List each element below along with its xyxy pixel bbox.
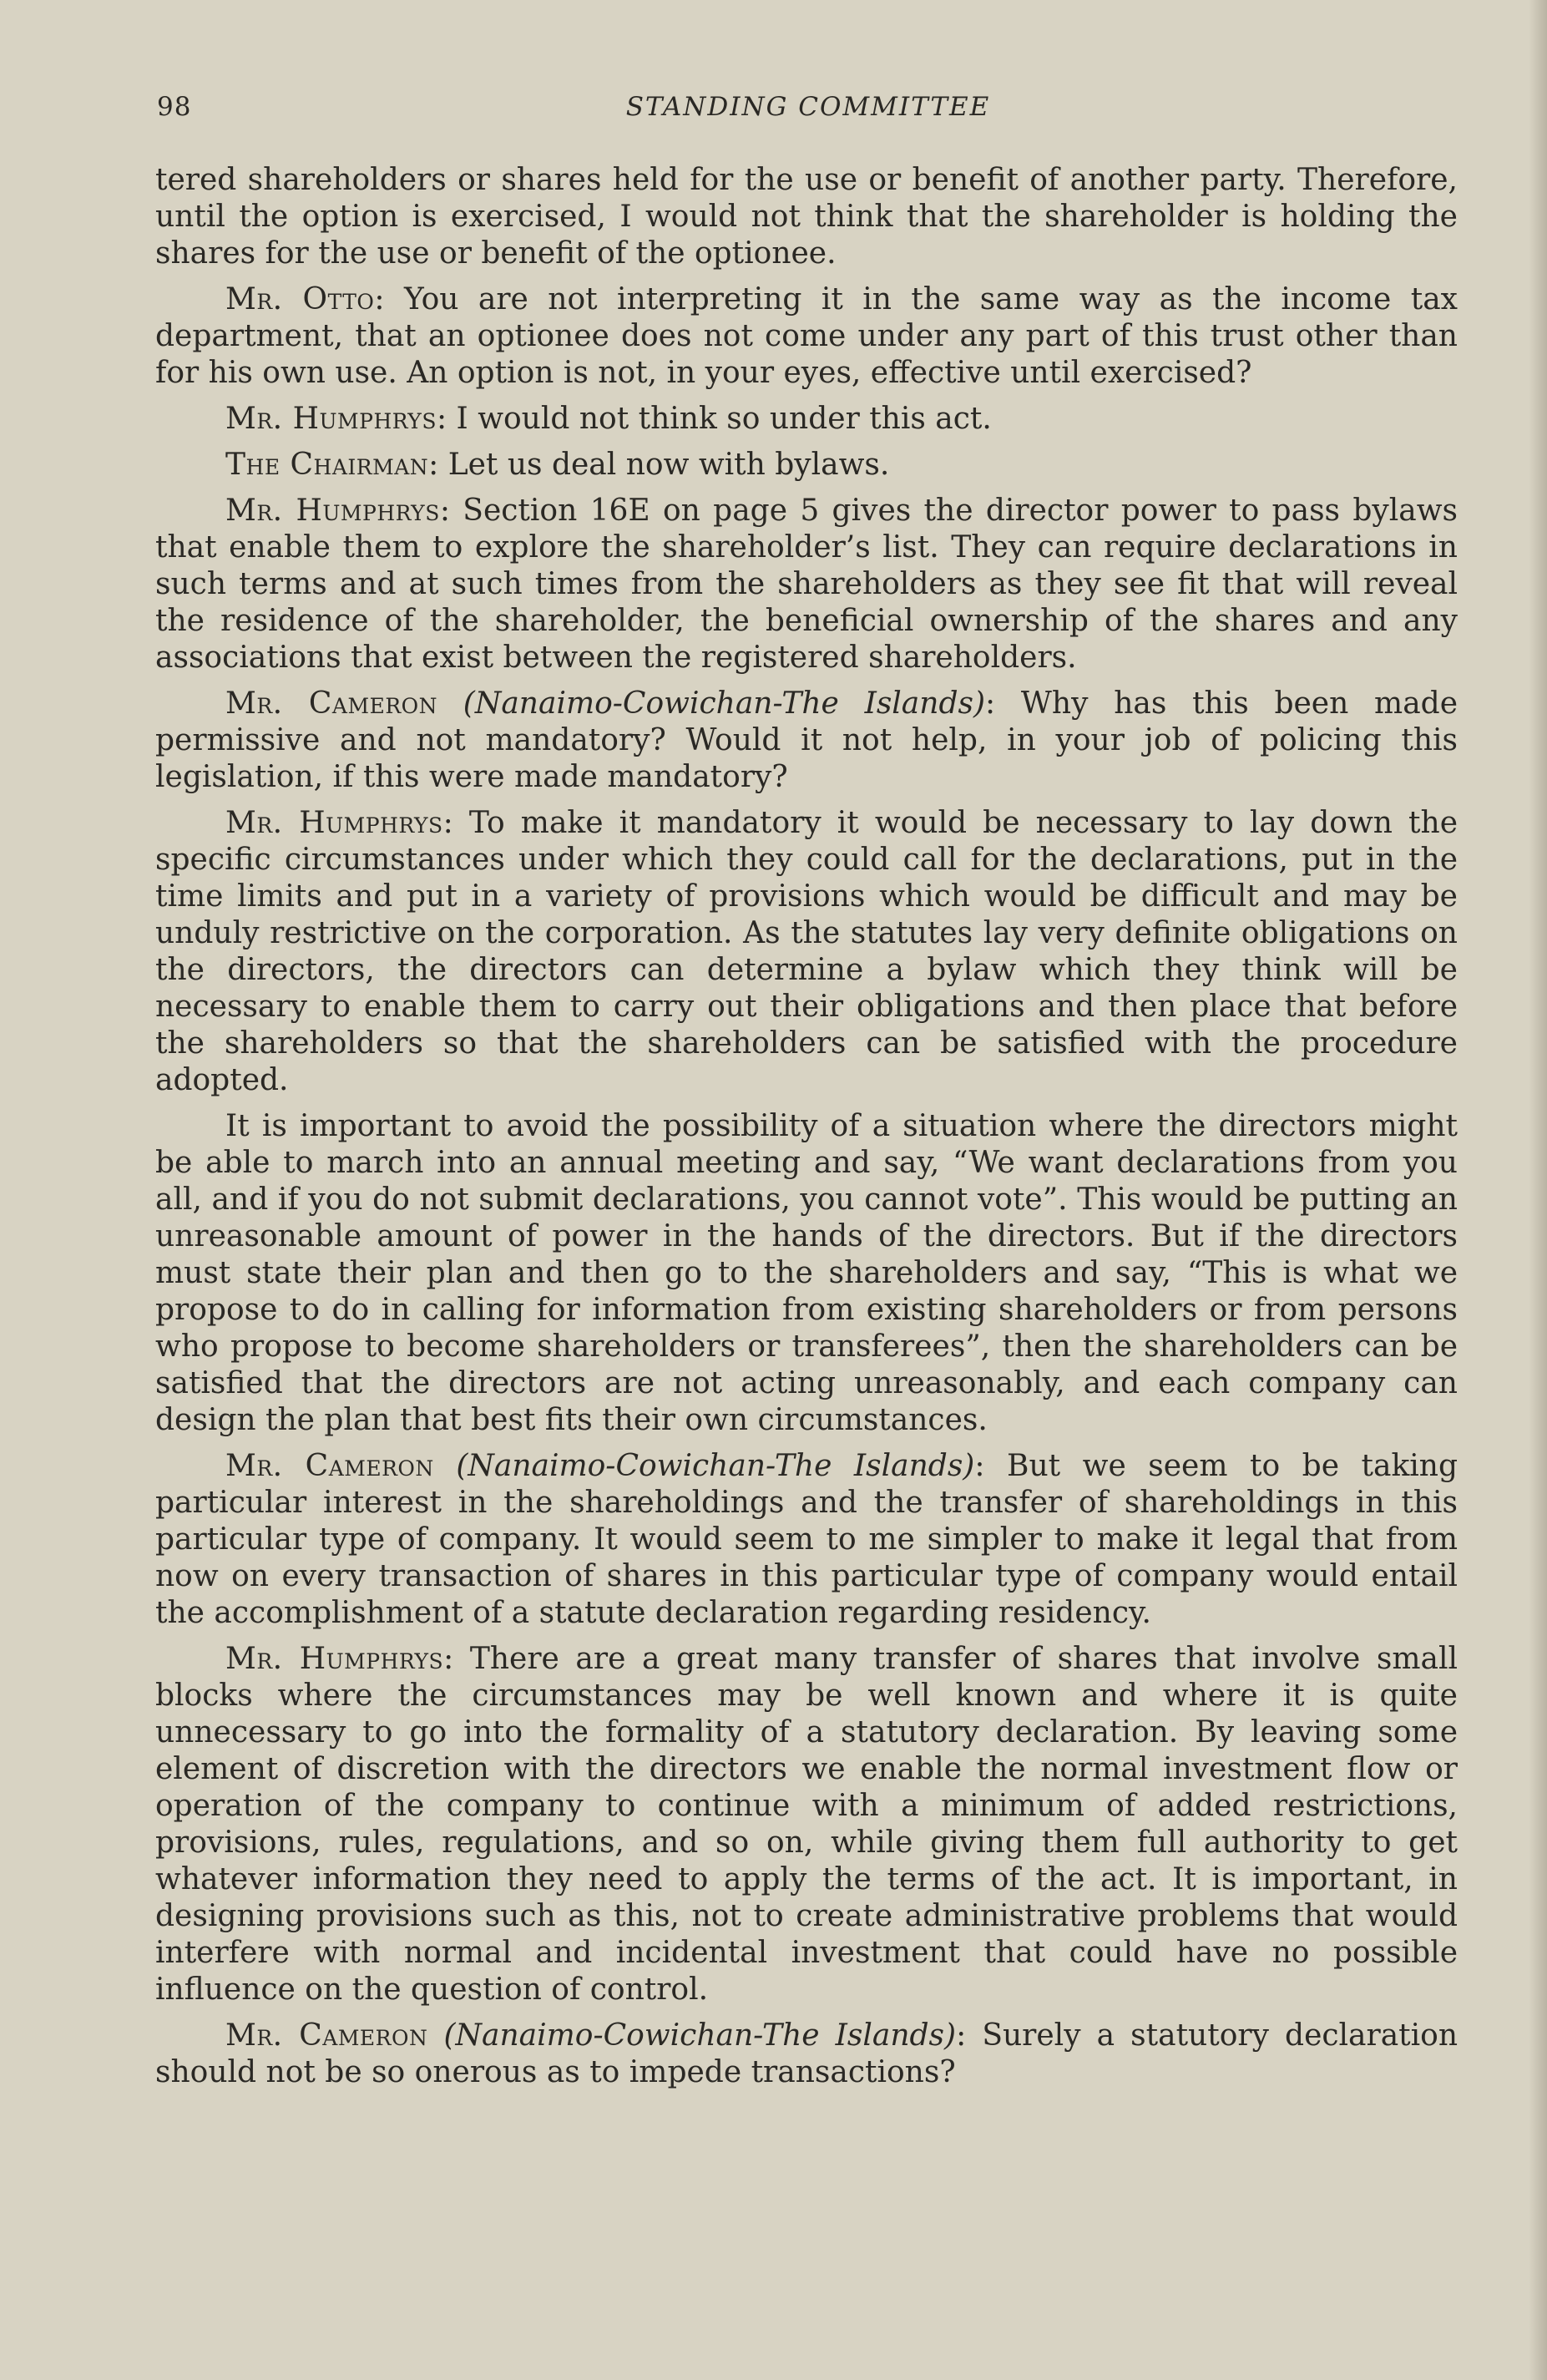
speaker-name: Mr. Otto [225, 282, 375, 316]
paragraph-continued: tered shareholders or shares held for the use or benefit of another party. Therefore, until the option is exercised, I would not think that the shareholder is holding the shares for the use or benefit of the optionee. [155, 163, 1458, 271]
paragraph-humphrys: Mr. Humphrys: There are a great many transfer of shares that involve small blocks where the circumstances may be well known and where it is quite unnecessary to go into the formality of a statutory declaration. By leaving some element of discretion with the directors we enable the normal investment flow or operation of the company to continue with a minimum of added restrictions, provisions, rules, regulations, and so on, while giving them full authority to get whatever information they need to apply the terms of the act. It is important, in designing provisions such as this, not to create administrative problems that would interfere with normal and incidental investment that could have no possible influence on the question of control. [155, 1642, 1459, 2007]
speaker-name: Mr. Cameron [225, 2018, 428, 2053]
paragraph-humphrys: Mr. Humphrys: To make it mandatory it would be necessary to lay down the specific circumstances under which they could call for the declarations, put in the time limits and put in a variety of provisions which would be difficult and may be unduly restrictive on the corporation. As the statutes lay very definite obligations on the directors, the directors can determine a bylaw which they think will be necessary to enable them to carry out their obligations and then place that before the shareholders so that the shareholders can be satisfied with the procedure adopted. [155, 806, 1458, 1097]
paragraph-chairman: The Chairman: Let us deal now with bylaws. [225, 448, 890, 482]
transcript-body [155, 162, 1458, 2100]
paragraph-continuation: It is important to avoid the possibility of a situation where the directors might be able to march into an annual meeting and say, “We want declarations from you all, and if you do not submit declarations, you cannot vote”. This would be putting an unreasonable amount of power in the hands of the directors. But if the directors must state their plan and then go to the shareholders and say, “This is what we propose to do in calling for information from existing shareholders or from persons who propose to become shareholders or transferees”, then the shareholders can be satisfied that the directors are not acting unreasonably, and each company can design the plan that best fits their own circumstances. [155, 1109, 1458, 1437]
speaker-name: The Chairman [225, 448, 429, 482]
riding-name: (Nanaimo-Cowichan-The Islands) [443, 2018, 957, 2053]
paragraph-cameron: Mr. Cameron (Nanaimo-Cowichan-The Islands): But we seem to be taking particular interest in the shareholdings and the transfer of shareholdings in this particular type of company. It would seem to me simpler to make it legal that from now on every transaction of shares in this particular type of company would entail the accomplishment of a statute declaration regarding residency. [155, 1449, 1459, 1630]
riding-name: (Nanaimo-Cowichan-The Islands) [463, 686, 986, 721]
speaker-name: Mr. Humphrys [225, 806, 443, 840]
speaker-name: Mr. Cameron [225, 1449, 434, 1483]
paragraph-humphrys: Mr. Humphrys: I would not think so under this act. [225, 402, 992, 436]
riding-name: (Nanaimo-Cowichan-The Islands) [456, 1449, 975, 1483]
running-head: STANDING COMMITTEE [625, 92, 991, 122]
page-header [157, 92, 1459, 134]
paragraph-cameron: Mr. Cameron (Nanaimo-Cowichan-The Islands): Why has this been made permissive and not mandatory? Would it not help, in your job of policing this legislation, if this were made mandatory? [155, 686, 1458, 794]
paragraph-otto: Mr. Otto: You are not interpreting it in the same way as the income tax department, that an optionee does not come under any part of this trust other than for his own use. An option is not, in your eyes, effective until exercised? [155, 282, 1458, 390]
page-number: 98 [157, 92, 192, 122]
page-edge-shadow [1529, 0, 1547, 2380]
speaker-name: Mr. Humphrys [225, 402, 437, 436]
speaker-name: Mr. Humphrys [225, 1642, 444, 1676]
speaker-name: Mr. Humphrys [225, 494, 440, 528]
speaker-name: Mr. Cameron [225, 686, 438, 721]
paragraph-humphrys: Mr. Humphrys: Section 16E on page 5 gives the director power to pass bylaws that enable them to explore the shareholder’s list. They can require declarations in such terms and at such times from the shareholders as they see fit that will reveal the residence of the shareholder, the beneficial ownership of the shares and any associations that exist between the registered shareholders. [155, 494, 1458, 675]
paragraph-cameron: Mr. Cameron (Nanaimo-Cowichan-The Islands): Surely a statutory declaration should not be so onerous as to impede transactions? [155, 2018, 1459, 2089]
